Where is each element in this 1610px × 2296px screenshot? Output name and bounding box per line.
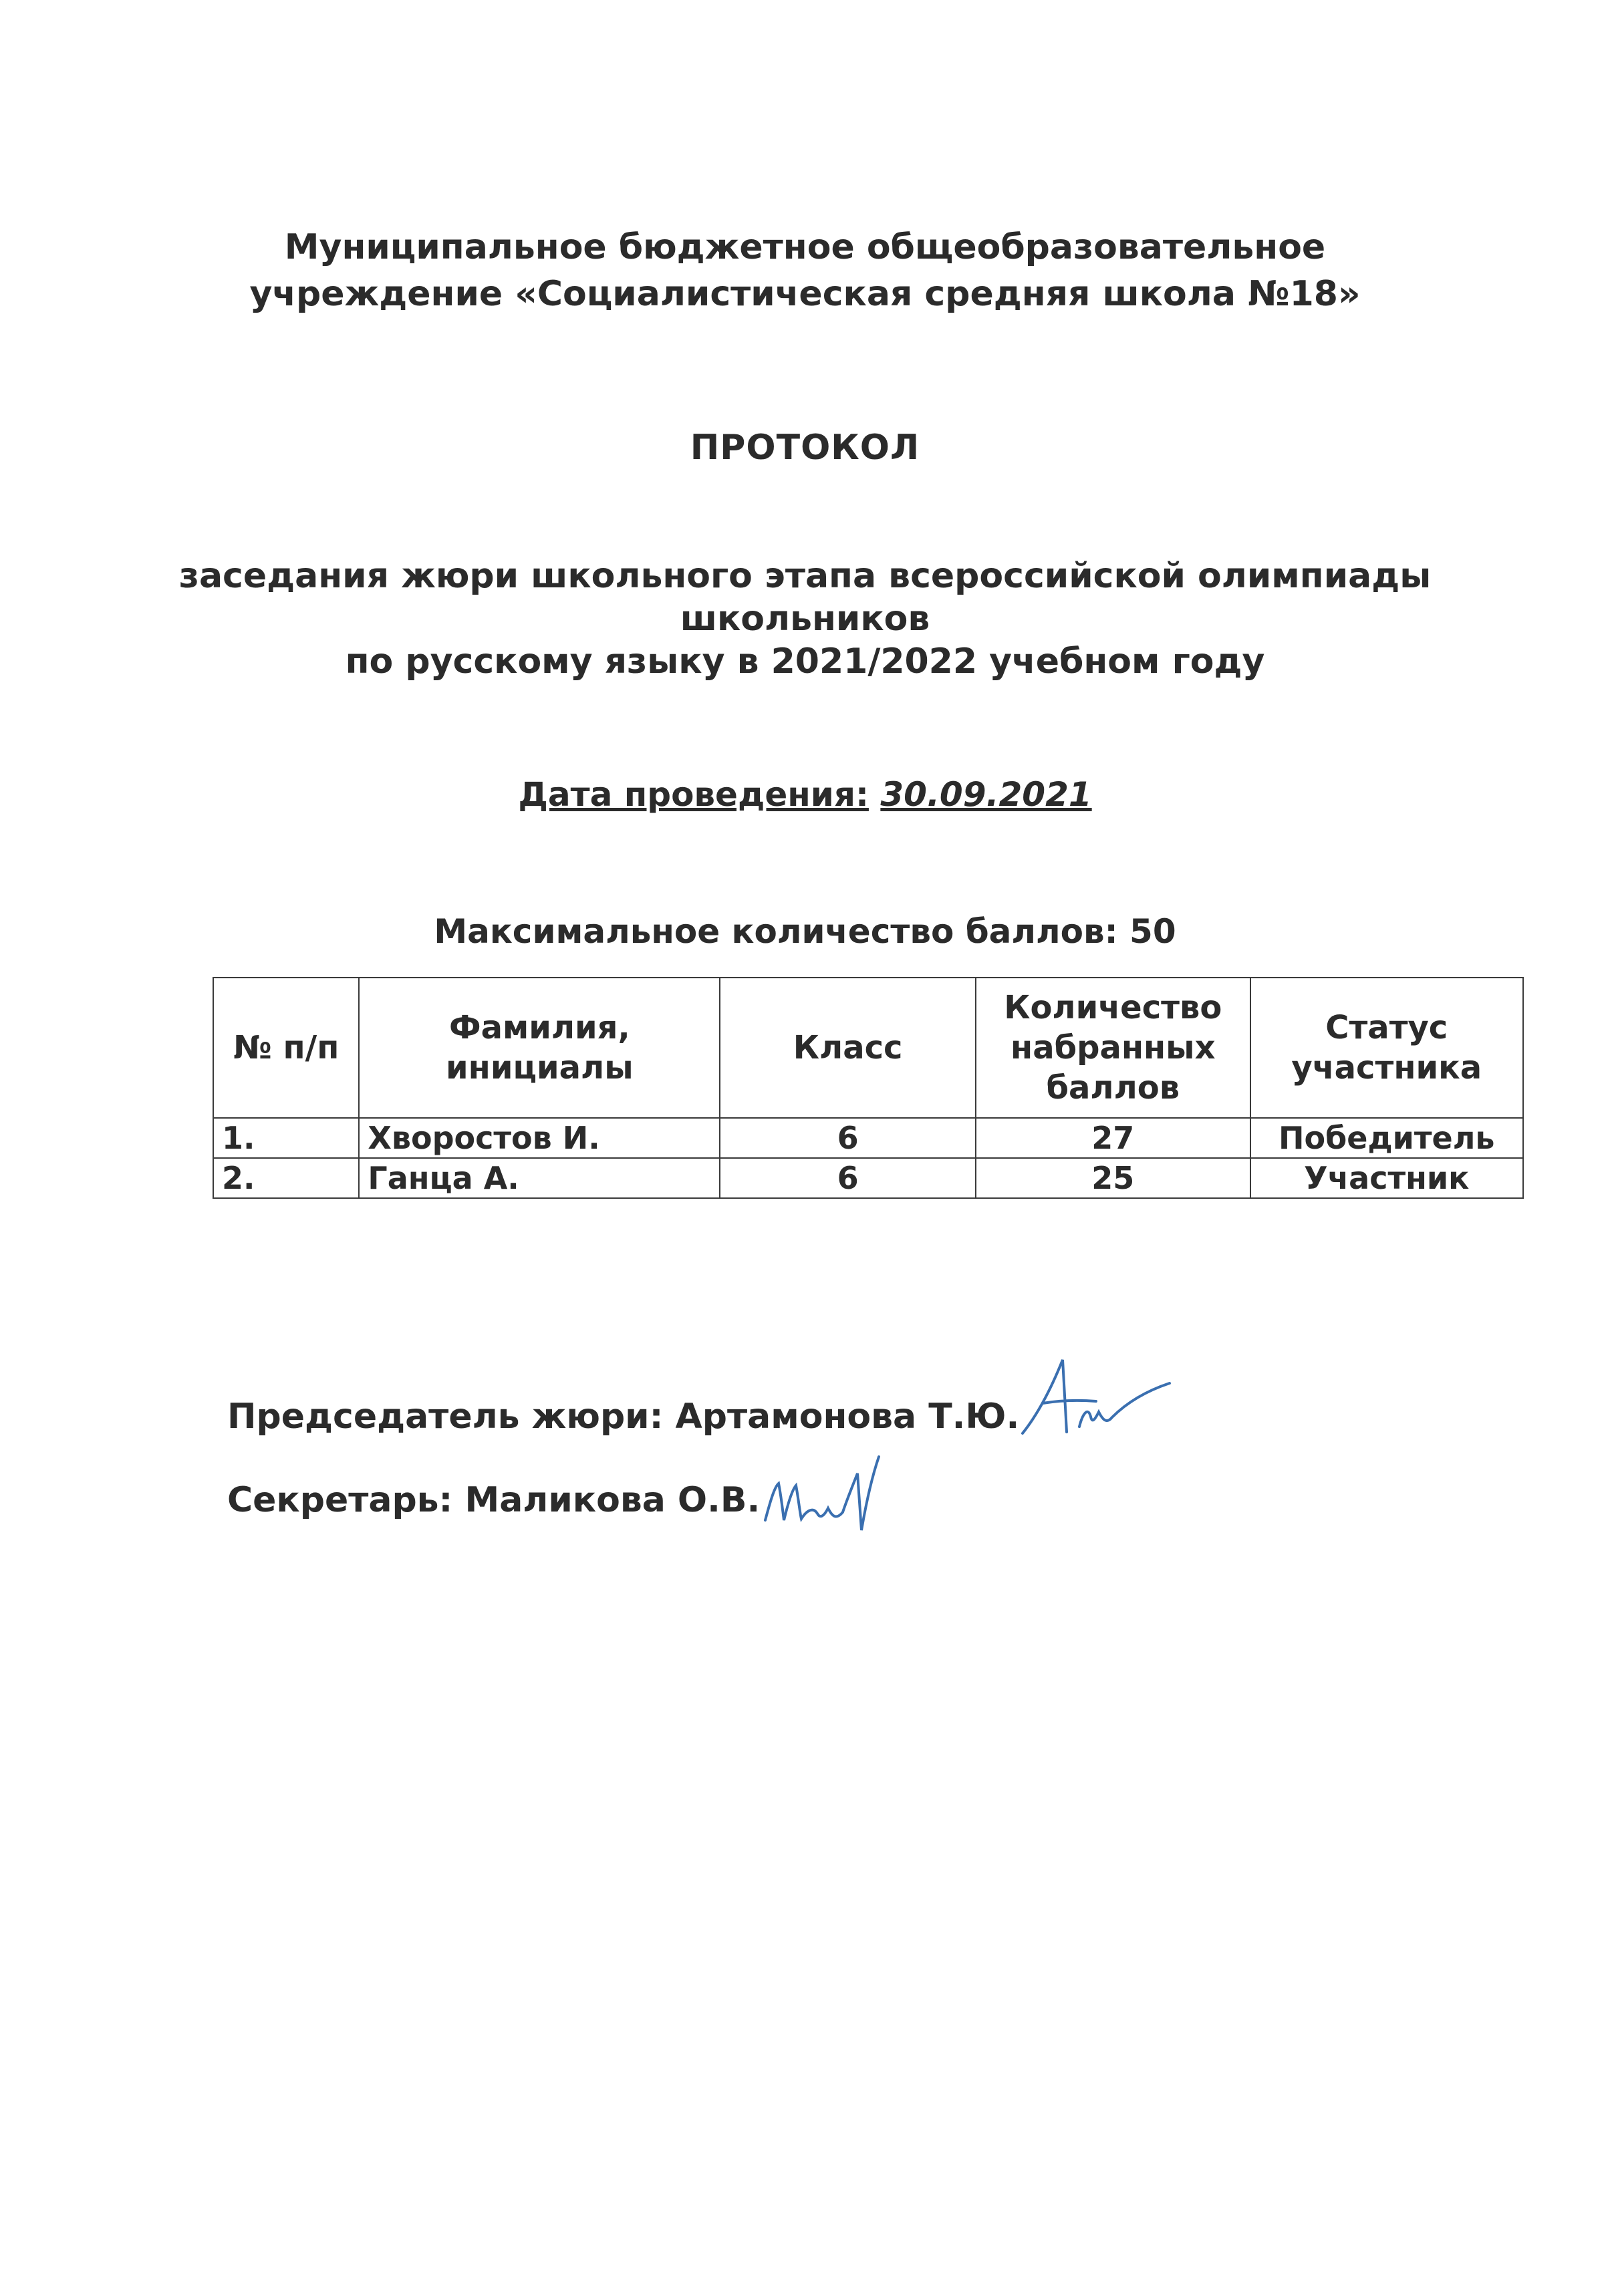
header-name: Фамилия, инициалы bbox=[359, 978, 720, 1118]
header-class: Класс bbox=[720, 978, 976, 1118]
header-number: № п/п bbox=[213, 978, 359, 1118]
date-value: 30.09.2021 bbox=[880, 775, 1092, 814]
table-row bbox=[213, 1118, 1523, 1158]
header-score: Количество набранных баллов bbox=[976, 978, 1250, 1118]
subtitle-line-3: по русскому языку в 2021/2022 учебном году bbox=[345, 641, 1265, 682]
org-line-1: Муниципальное бюджетное общеобразовательное bbox=[284, 227, 1326, 267]
row-name: Ганца А. bbox=[359, 1158, 720, 1198]
row-number: 2. bbox=[213, 1158, 359, 1198]
row-class: 6 bbox=[720, 1118, 976, 1158]
document-title: ПРОТОКОЛ bbox=[690, 428, 920, 468]
results-table bbox=[213, 977, 1524, 1199]
subtitle-line-1: заседания жюри школьного этапа всероссийской олимпиады bbox=[178, 556, 1432, 596]
row-status: Победитель bbox=[1250, 1118, 1523, 1158]
table-header-row bbox=[213, 978, 1523, 1118]
table-row bbox=[213, 1158, 1523, 1198]
chair-signature-icon bbox=[1016, 1353, 1176, 1440]
jury-secretary: Секретарь: Маликова О.В. bbox=[227, 1480, 761, 1520]
row-name: Хворостов И. bbox=[359, 1118, 720, 1158]
date-label: Дата проведения: bbox=[518, 775, 869, 814]
subtitle-line-2: школьников bbox=[680, 599, 930, 639]
row-score: 25 bbox=[976, 1158, 1250, 1198]
document-subtitle bbox=[0, 555, 1610, 683]
event-date bbox=[0, 775, 1610, 814]
secretary-signature-icon bbox=[759, 1447, 886, 1534]
row-status: Участник bbox=[1250, 1158, 1523, 1198]
row-number: 1. bbox=[213, 1118, 359, 1158]
jury-chair: Председатель жюри: Артамонова Т.Ю. bbox=[227, 1397, 1020, 1437]
org-line-2: учреждение «Социалистическая средняя школа №18» bbox=[249, 274, 1361, 314]
row-score: 27 bbox=[976, 1118, 1250, 1158]
header-status: Статус участника bbox=[1250, 978, 1523, 1118]
organization-name bbox=[0, 224, 1610, 317]
max-score: Максимальное количество баллов: 50 bbox=[434, 912, 1176, 951]
row-class: 6 bbox=[720, 1158, 976, 1198]
